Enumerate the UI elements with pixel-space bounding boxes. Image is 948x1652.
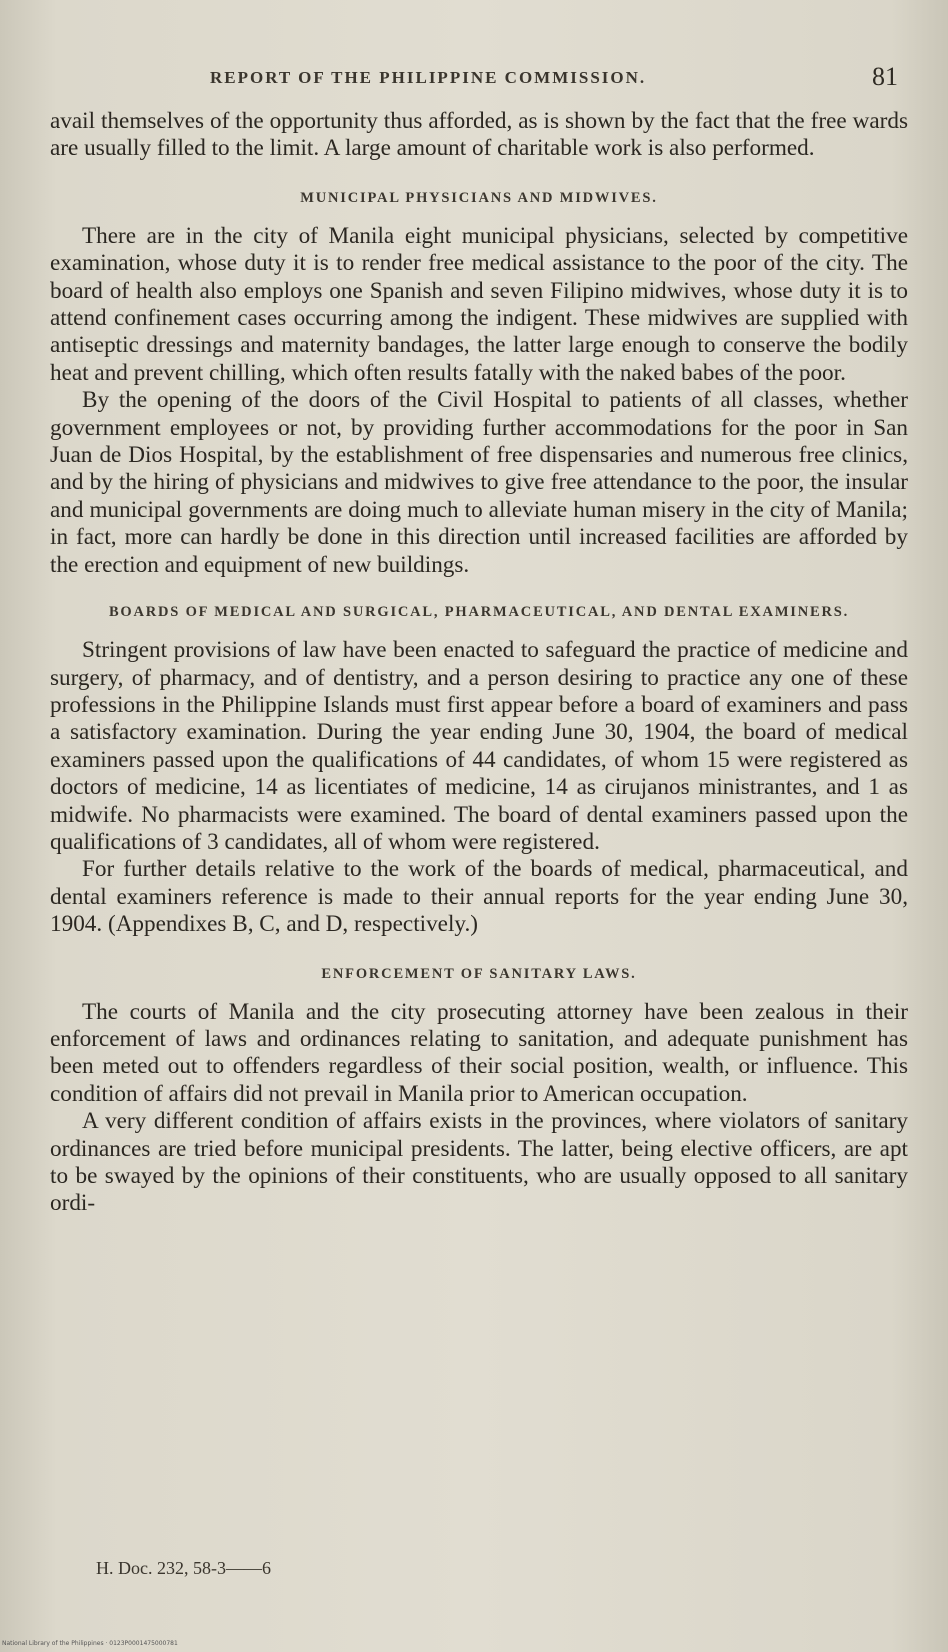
paragraph-courts-of-manila: The courts of Manila and the city prosecuting attorney have been zealous in their enforcement of laws and ordinances relating to sanitation, and adequate punishment has been meted out to offenders regardless of their social position, wealth, or influence. This condition of affairs did not prevail in Manila prior to American occupation. bbox=[50, 998, 908, 1107]
paragraph-further-details: For further details relative to the work of the boards of medical, pharmaceutical, and dental examiners reference is made to their annual reports for the year ending June 30, 1904. (Appendixes B, C, and D, respectively.) bbox=[50, 856, 908, 938]
section-heading-municipal-physicians: MUNICIPAL PHYSICIANS AND MIDWIVES. bbox=[300, 189, 658, 206]
section-heading-boards-of-examiners: BOARDS OF MEDICAL AND SURGICAL, PHARMACEUTICAL, AND DENTAL EXAMINERS. bbox=[108, 604, 850, 621]
paragraph-stringent-provisions: Stringent provisions of law have been enacted to safeguard the practice of medicine and surgery, of pharmacy, and of dentistry, and a person desiring to practice any one of these professions in the Philippine Islands must first appear before a board of examiners and pass a satisfactory examination. During the year ending June 30, 1904, the board of medical examiners passed upon the qualifications of 44 candidates, of whom 15 were registered as doctors of medicine, 14 as licentiates of medicine, 14 as cirujanos ministrantes, and 1 as midwife. No pharmacists were examined. The board of dental examiners passed upon the qualifications of 3 candidates, all of whom were registered. bbox=[50, 637, 908, 855]
paragraph-continuation: avail themselves of the opportunity thus afforded, as is shown by the fact that the free wards are usually filled to the limit. A large amount of charitable work is also performed. bbox=[50, 108, 908, 162]
paragraph-provinces: A very different condition of affairs exists in the provinces, where violators of sanitary ordinances are tried before municipal presidents. The latter, being elective officers, are apt to be swayed by the opinions of their constituents, who are usually opposed to all sanitary ordi- bbox=[50, 1108, 908, 1217]
scan-credit: National Library of the Philippines · 0123P0001475000781 bbox=[2, 1640, 178, 1647]
page-body bbox=[50, 108, 908, 1218]
page-number: 81 bbox=[872, 62, 898, 91]
paragraph-municipal-physicians: There are in the city of Manila eight municipal physicians, selected by competitive examination, whose duty it is to render free medical assistance to the poor of the city. The board of health also employs one Spanish and seven Filipino midwives, whose duty it is to attend confinement cases occurring among the indigent. These midwives are supplied with antiseptic dressings and maternity bandages, the latter large enough to conserve the bodily heat and prevent chilling, which often results fatally with the naked babes of the poor. bbox=[50, 222, 908, 386]
running-head: REPORT OF THE PHILIPPINE COMMISSION. bbox=[210, 68, 647, 87]
section-heading-sanitary-laws: ENFORCEMENT OF SANITARY LAWS. bbox=[321, 965, 637, 982]
document-signature: H. Doc. 232, 58-3——6 bbox=[96, 1558, 271, 1578]
paragraph-civil-hospital: By the opening of the doors of the Civil Hospital to patients of all classes, whether government employees or not, by providing further accommodations for the poor in San Juan de Dios Hospital, by the establishment of free dispensaries and numerous free clinics, and by the hiring of physicians and midwives to give free attendance to the poor, the insular and municipal governments are doing much to alleviate human misery in the city of Manila; in fact, more can hardly be done in this direction until increased facilities are afforded by the erection and equipment of new buildings. bbox=[50, 387, 908, 578]
page-header bbox=[0, 62, 948, 94]
